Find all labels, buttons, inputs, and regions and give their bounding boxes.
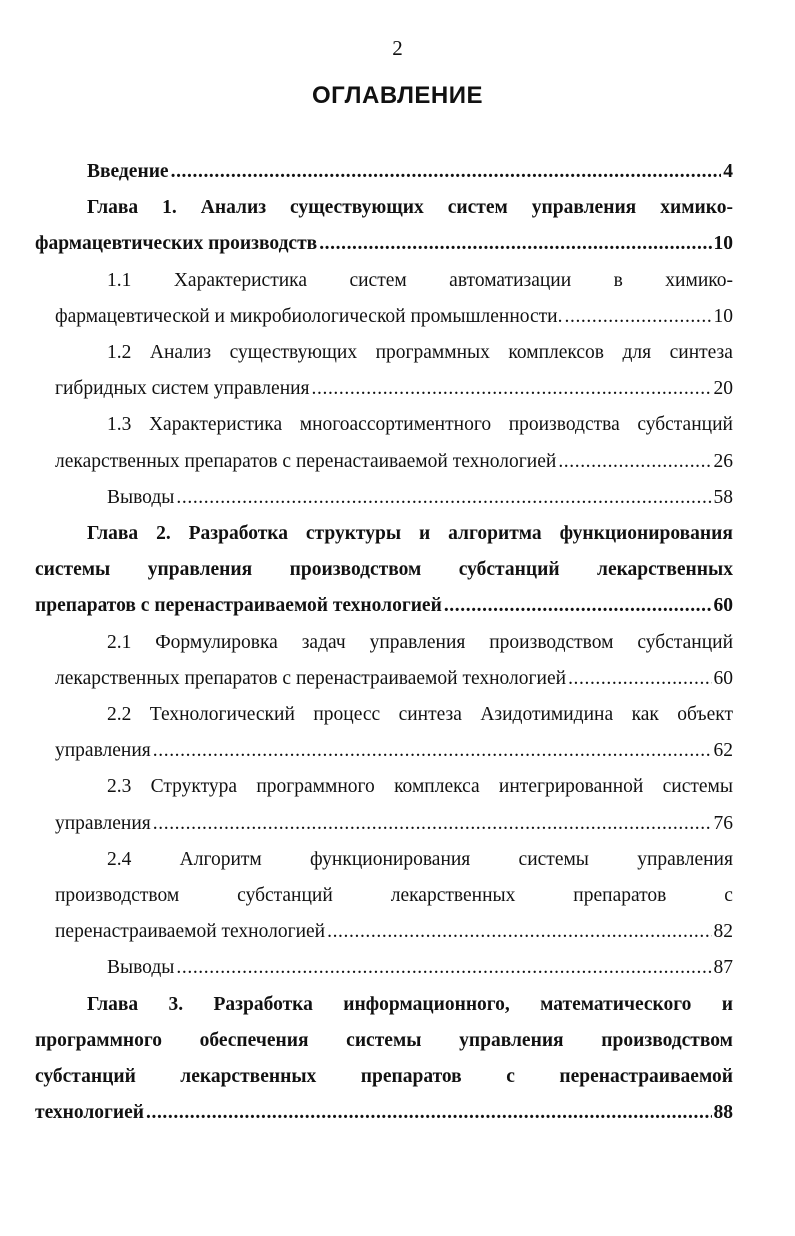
dot-leader — [312, 371, 712, 407]
toc-entry-label: технологией — [35, 1102, 144, 1124]
dot-leader — [327, 914, 711, 950]
dot-leader — [171, 154, 722, 190]
toc-page-number: 88 — [713, 1102, 733, 1124]
dot-leader — [146, 1095, 712, 1131]
toc-page-number: 10 — [713, 305, 733, 327]
toc-page-number: 26 — [713, 450, 733, 472]
toc-entry-label: перенастраиваемой технологией — [55, 921, 326, 943]
toc-entry-line: Глава 3. Разработка информационного, математического и — [87, 993, 733, 1015]
toc-entry-section-1-3[interactable] — [35, 407, 733, 479]
dot-leader — [153, 806, 712, 842]
toc-entry-label: фармацевтических производств — [35, 233, 318, 255]
toc-page-number: 62 — [713, 740, 733, 762]
dot-leader — [558, 444, 711, 480]
toc-page-number: 10 — [713, 233, 733, 255]
toc-entry-line: 2.3 Структура программного комплекса интегрированной системы — [107, 776, 733, 798]
toc-page-number: 82 — [713, 921, 733, 943]
toc-page-number: 76 — [713, 812, 733, 834]
toc-entry-label: управления — [55, 812, 151, 834]
toc-entry-conclusions-1[interactable] — [35, 480, 733, 516]
toc-entry-section-2-4[interactable] — [35, 842, 733, 951]
toc-entry-label: гибридных систем управления — [55, 378, 310, 400]
toc-entry-line: 2.4 Алгоритм функционирования системы управления — [107, 848, 733, 870]
dot-leader — [565, 299, 712, 335]
page-number: 2 — [392, 36, 403, 60]
toc-page-number: 60 — [713, 595, 733, 617]
toc-entry-label: препаратов с перенастраиваемой технологией — [35, 595, 442, 617]
toc-entry-section-1-2[interactable] — [35, 335, 733, 407]
toc-entry-label: фармацевтической и микробиологической промышленности. — [55, 305, 563, 327]
toc-entry-label: лекарственных препаратов с перенастаиваемой технологией — [55, 450, 557, 472]
table-of-contents — [35, 154, 733, 1131]
toc-entry-line: производством субстанций лекарственных препаратов с — [55, 885, 733, 907]
dot-leader — [444, 588, 712, 624]
toc-page-number: 87 — [713, 957, 733, 979]
toc-entry-label: управления — [55, 740, 151, 762]
page-title: ОГЛАВЛЕНИЕ — [311, 82, 484, 109]
toc-entry-chapter-1[interactable] — [35, 190, 733, 262]
toc-entry-section-1-1[interactable] — [35, 263, 733, 335]
dot-leader — [176, 480, 711, 516]
toc-entry-section-2-3[interactable] — [35, 769, 733, 841]
toc-entry-label: Выводы — [107, 486, 175, 508]
dot-leader — [568, 661, 711, 697]
toc-entry-section-2-1[interactable] — [35, 625, 733, 697]
toc-entry-line: 1.1 Характеристика систем автоматизации в химико- — [107, 269, 733, 291]
toc-entry-line: 1.3 Характеристика многоассортиментного производства субстанций — [107, 414, 733, 436]
dot-leader — [319, 226, 711, 262]
toc-entry-section-2-2[interactable] — [35, 697, 733, 769]
toc-page-number: 60 — [713, 667, 733, 689]
toc-entry-line: 2.1 Формулировка задач управления производством субстанций — [107, 631, 733, 653]
toc-entry-label: Выводы — [107, 957, 175, 979]
toc-entry-label: Введение — [87, 161, 169, 182]
toc-entry-chapter-3[interactable] — [35, 987, 733, 1132]
toc-page-number: 4 — [723, 161, 733, 182]
toc-entry-line: программного обеспечения системы управления производством — [35, 1029, 733, 1051]
toc-entry-label: лекарственных препаратов с перенастраиваемой технологией — [55, 667, 567, 689]
dot-leader — [153, 733, 712, 769]
toc-entry-conclusions-2[interactable] — [35, 950, 733, 986]
dot-leader — [176, 950, 711, 986]
toc-page-number: 20 — [713, 378, 733, 400]
toc-entry-introduction[interactable] — [35, 154, 733, 190]
toc-entry-line: Глава 2. Разработка структуры и алгоритма функционирования — [87, 523, 733, 545]
toc-entry-line: субстанций лекарственных препаратов с перенастраиваемой — [35, 1066, 733, 1088]
toc-page-number: 58 — [713, 486, 733, 508]
toc-entry-line: системы управления производством субстанций лекарственных — [35, 559, 733, 581]
toc-entry-line: 2.2 Технологический процесс синтеза Азидотимидина как объект — [107, 704, 733, 726]
toc-entry-line: Глава 1. Анализ существующих систем управления химико- — [87, 197, 733, 219]
toc-entry-line: 1.2 Анализ существующих программных комплексов для синтеза — [107, 342, 733, 364]
toc-entry-chapter-2[interactable] — [35, 516, 733, 625]
